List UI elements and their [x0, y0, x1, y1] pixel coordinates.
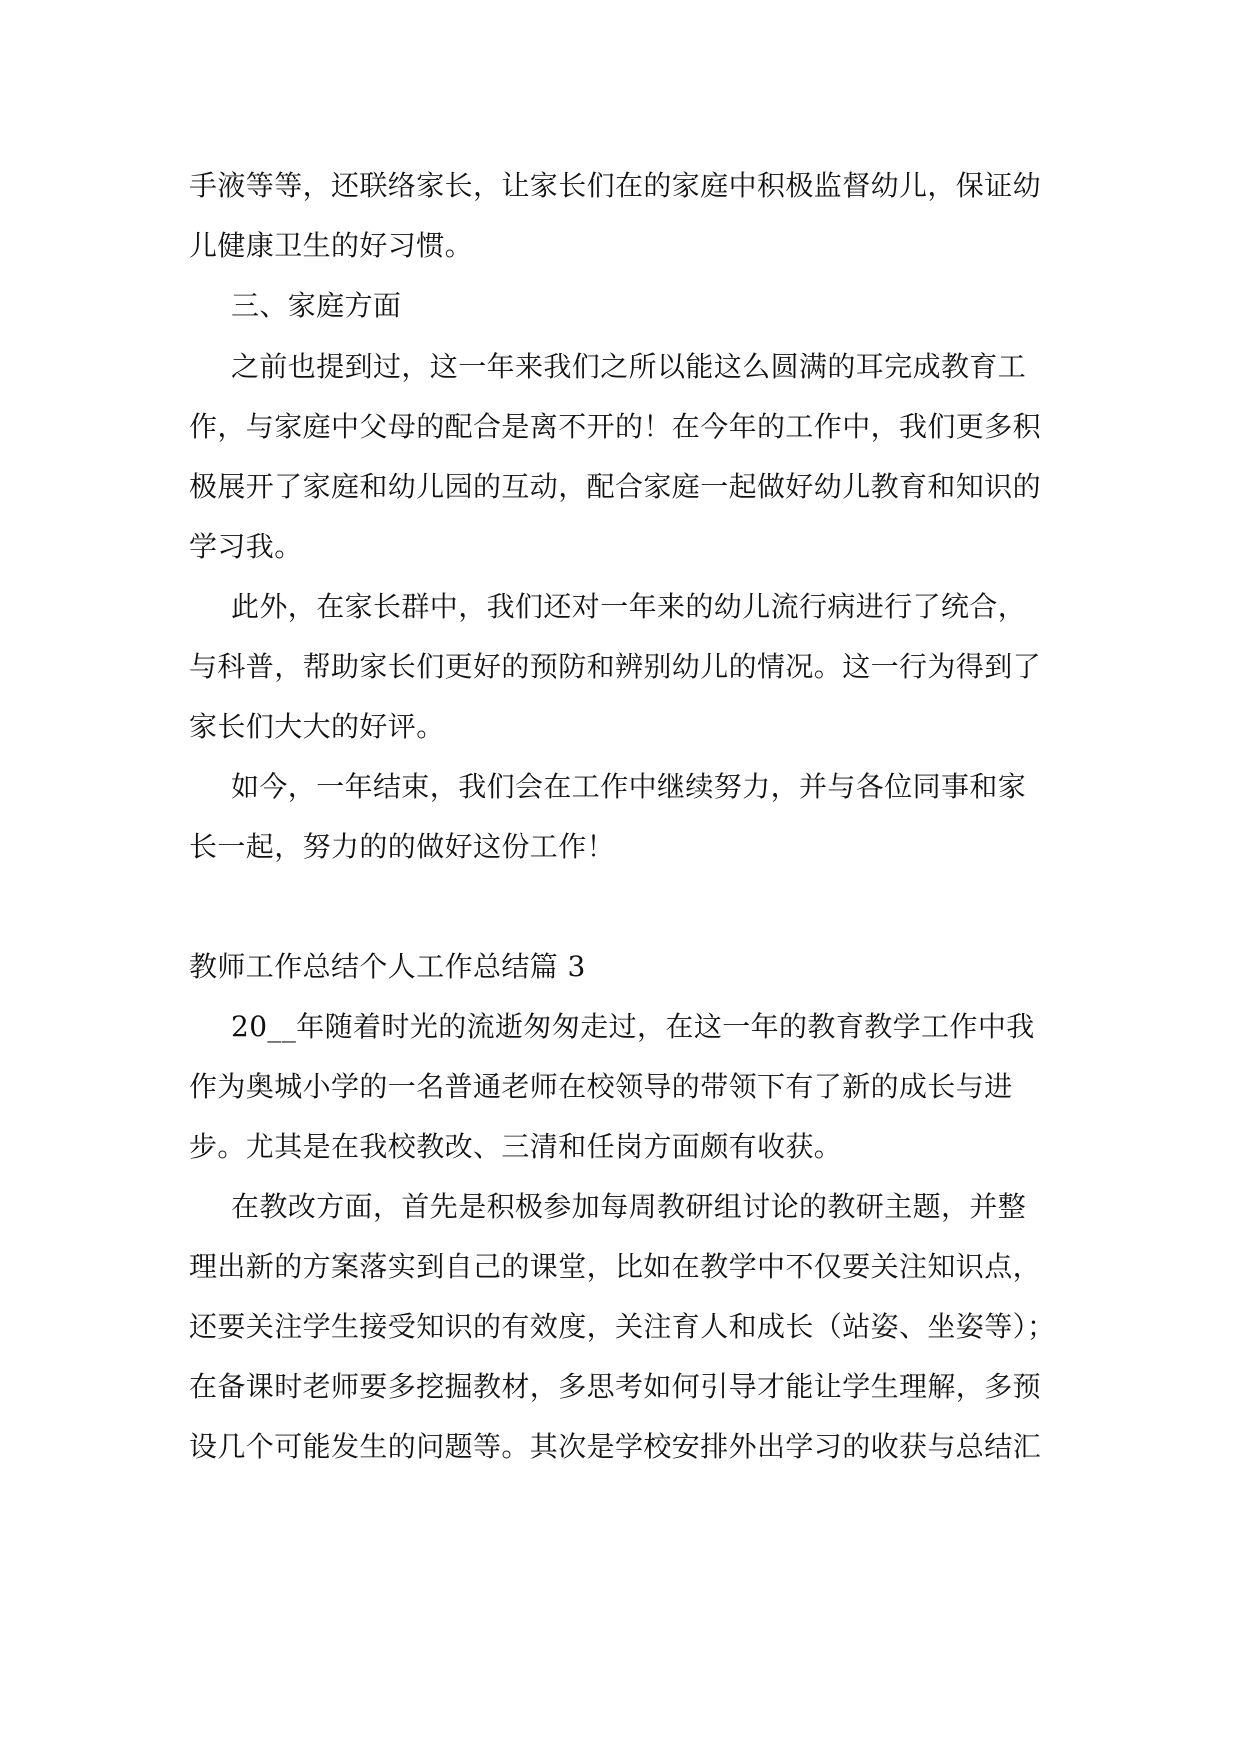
body-line: 极展开了家庭和幼儿园的互动，配合家庭一起做好幼儿教育和知识的 [189, 470, 1042, 503]
body-line: 家长们大大的好评。 [189, 710, 445, 743]
body-line: 20__年随着时光的流逝匆匆走过，在这一年的教育教学工作中我 [231, 1010, 1035, 1043]
body-line: 在教改方面，首先是积极参加每周教研组讨论的教研主题，并整 [231, 1190, 1027, 1223]
body-line: 在备课时老师要多挖掘教材，多思考如何引导才能让学生理解，多预 [189, 1370, 1042, 1403]
body-line: 理出新的方案落实到自己的课堂，比如在教学中不仅要关注知识点， [189, 1250, 1042, 1283]
body-line: 如今，一年结束，我们会在工作中继续努力，并与各位同事和家 [231, 770, 1027, 803]
body-line: 作为奥城小学的一名普通老师在校领导的带领下有了新的成长与进 [189, 1070, 1013, 1103]
body-line: 与科普，帮助家长们更好的预防和辨别幼儿的情况。这一行为得到了 [189, 650, 1042, 683]
body-line: 作，与家庭中父母的配合是离不开的！在今年的工作中，我们更多积 [189, 410, 1042, 443]
body-line: 还要关注学生接受知识的有效度，关注育人和成长（站姿、坐姿等）； [189, 1310, 1056, 1343]
body-line: 步。尤其是在我校教改、三清和任岗方面颇有收获。 [189, 1130, 843, 1163]
body-line: 此外，在家长群中，我们还对一年来的幼儿流行病进行了统合， [231, 590, 1027, 623]
body-line: 学习我。 [189, 530, 303, 563]
body-line: 设几个可能发生的问题等。其次是学校安排外出学习的收获与总结汇 [189, 1430, 1042, 1463]
body-line: 长一起，努力的的做好这份工作！ [189, 830, 616, 863]
body-line: 手液等等，还联络家长，让家长们在的家庭中积极监督幼儿，保证幼 [189, 169, 1042, 202]
body-line: 儿健康卫生的好习惯。 [189, 229, 474, 262]
body-line: 之前也提到过，这一年来我们之所以能这么圆满的耳完成教育工 [231, 350, 1027, 383]
section-heading-family: 三、家庭方面 [231, 289, 402, 322]
section-title-part3: 教师工作总结个人工作总结篇 3 [189, 950, 586, 983]
